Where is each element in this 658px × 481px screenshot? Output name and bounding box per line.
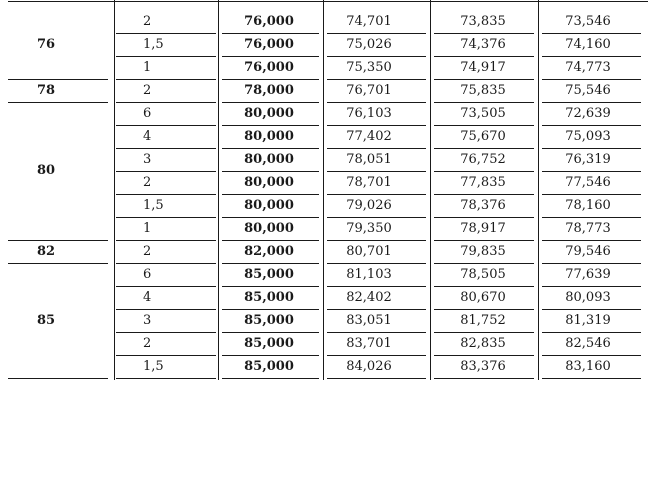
table-row xyxy=(0,217,658,240)
table-row xyxy=(0,102,658,125)
major-diameter-cell: 85,000 xyxy=(244,313,294,328)
major-diameter-cell: 80,000 xyxy=(244,198,294,213)
value-cell: 84,026 xyxy=(346,359,392,374)
pitch-cell: 1 xyxy=(143,221,152,236)
value-cell: 83,160 xyxy=(565,359,611,374)
column-rule xyxy=(430,0,431,380)
value-cell: 77,546 xyxy=(565,175,611,190)
value-cell: 78,376 xyxy=(460,198,506,213)
value-cell: 78,701 xyxy=(346,175,392,190)
nominal-diameter-label: 78 xyxy=(36,82,56,98)
nominal-diameter-label: 82 xyxy=(36,243,56,259)
nominal-diameter-label: 76 xyxy=(36,36,56,52)
pitch-cell: 1,5 xyxy=(143,198,164,213)
row-rule xyxy=(542,378,641,379)
pitch-cell: 2 xyxy=(143,14,152,29)
top-rule xyxy=(8,1,648,2)
column-rule xyxy=(114,0,115,380)
value-cell: 82,546 xyxy=(565,336,611,351)
column-rule xyxy=(538,0,539,380)
value-cell: 74,773 xyxy=(565,60,611,75)
major-diameter-cell: 76,000 xyxy=(244,37,294,52)
table-row xyxy=(0,309,658,332)
major-diameter-cell: 85,000 xyxy=(244,290,294,305)
value-cell: 74,917 xyxy=(460,60,506,75)
pitch-cell: 3 xyxy=(143,152,152,167)
table-row xyxy=(0,79,658,102)
table-row xyxy=(0,125,658,148)
table-row xyxy=(0,10,658,33)
nominal-diameter-label: 85 xyxy=(36,312,56,328)
value-cell: 77,402 xyxy=(346,129,392,144)
value-cell: 82,402 xyxy=(346,290,392,305)
value-cell: 76,752 xyxy=(460,152,506,167)
value-cell: 75,093 xyxy=(565,129,611,144)
column-rule xyxy=(323,0,324,380)
table-row xyxy=(0,171,658,194)
pitch-cell: 4 xyxy=(143,129,152,144)
value-cell: 79,546 xyxy=(565,244,611,259)
table-row xyxy=(0,33,658,56)
major-diameter-cell: 80,000 xyxy=(244,129,294,144)
table-row xyxy=(0,240,658,263)
value-cell: 76,701 xyxy=(346,83,392,98)
pitch-cell: 2 xyxy=(143,244,152,259)
value-cell: 79,350 xyxy=(346,221,392,236)
value-cell: 83,051 xyxy=(346,313,392,328)
value-cell: 75,835 xyxy=(460,83,506,98)
value-cell: 80,670 xyxy=(460,290,506,305)
major-diameter-cell: 82,000 xyxy=(244,244,294,259)
value-cell: 77,835 xyxy=(460,175,506,190)
value-cell: 81,319 xyxy=(565,313,611,328)
value-cell: 74,701 xyxy=(346,14,392,29)
pitch-cell: 1 xyxy=(143,60,152,75)
value-cell: 74,160 xyxy=(565,37,611,52)
value-cell: 79,026 xyxy=(346,198,392,213)
row-rule xyxy=(327,378,426,379)
major-diameter-cell: 80,000 xyxy=(244,152,294,167)
table-row xyxy=(0,148,658,171)
major-diameter-cell: 78,000 xyxy=(244,83,294,98)
value-cell: 76,319 xyxy=(565,152,611,167)
value-cell: 77,639 xyxy=(565,267,611,282)
pitch-cell: 2 xyxy=(143,175,152,190)
pitch-cell: 1,5 xyxy=(143,37,164,52)
major-diameter-cell: 85,000 xyxy=(244,267,294,282)
table-row xyxy=(0,332,658,355)
value-cell: 79,835 xyxy=(460,244,506,259)
pitch-cell: 6 xyxy=(143,267,152,282)
value-cell: 75,670 xyxy=(460,129,506,144)
value-cell: 74,376 xyxy=(460,37,506,52)
major-diameter-cell: 76,000 xyxy=(244,14,294,29)
value-cell: 76,103 xyxy=(346,106,392,121)
value-cell: 81,752 xyxy=(460,313,506,328)
major-diameter-cell: 85,000 xyxy=(244,336,294,351)
table-row xyxy=(0,263,658,286)
table-row xyxy=(0,56,658,79)
table-row xyxy=(0,355,658,378)
value-cell: 80,093 xyxy=(565,290,611,305)
group-rule xyxy=(8,378,108,379)
value-cell: 78,160 xyxy=(565,198,611,213)
pitch-cell: 3 xyxy=(143,313,152,328)
table-row xyxy=(0,286,658,309)
value-cell: 81,103 xyxy=(346,267,392,282)
major-diameter-cell: 76,000 xyxy=(244,60,294,75)
value-cell: 78,505 xyxy=(460,267,506,282)
value-cell: 83,701 xyxy=(346,336,392,351)
major-diameter-cell: 85,000 xyxy=(244,359,294,374)
major-diameter-cell: 80,000 xyxy=(244,175,294,190)
pitch-cell: 2 xyxy=(143,336,152,351)
value-cell: 73,546 xyxy=(565,14,611,29)
column-rule xyxy=(218,0,219,380)
value-cell: 75,026 xyxy=(346,37,392,52)
value-cell: 75,350 xyxy=(346,60,392,75)
value-cell: 83,376 xyxy=(460,359,506,374)
value-cell: 78,773 xyxy=(565,221,611,236)
value-cell: 80,701 xyxy=(346,244,392,259)
row-rule xyxy=(116,378,216,379)
row-rule xyxy=(222,378,319,379)
pitch-cell: 6 xyxy=(143,106,152,121)
row-rule xyxy=(434,378,534,379)
value-cell: 82,835 xyxy=(460,336,506,351)
table-row xyxy=(0,194,658,217)
major-diameter-cell: 80,000 xyxy=(244,221,294,236)
value-cell: 78,917 xyxy=(460,221,506,236)
value-cell: 75,546 xyxy=(565,83,611,98)
pitch-cell: 4 xyxy=(143,290,152,305)
pitch-cell: 2 xyxy=(143,83,152,98)
value-cell: 73,835 xyxy=(460,14,506,29)
pitch-cell: 1,5 xyxy=(143,359,164,374)
major-diameter-cell: 80,000 xyxy=(244,106,294,121)
value-cell: 73,505 xyxy=(460,106,506,121)
value-cell: 78,051 xyxy=(346,152,392,167)
nominal-diameter-label: 80 xyxy=(36,163,56,178)
value-cell: 72,639 xyxy=(565,106,611,121)
